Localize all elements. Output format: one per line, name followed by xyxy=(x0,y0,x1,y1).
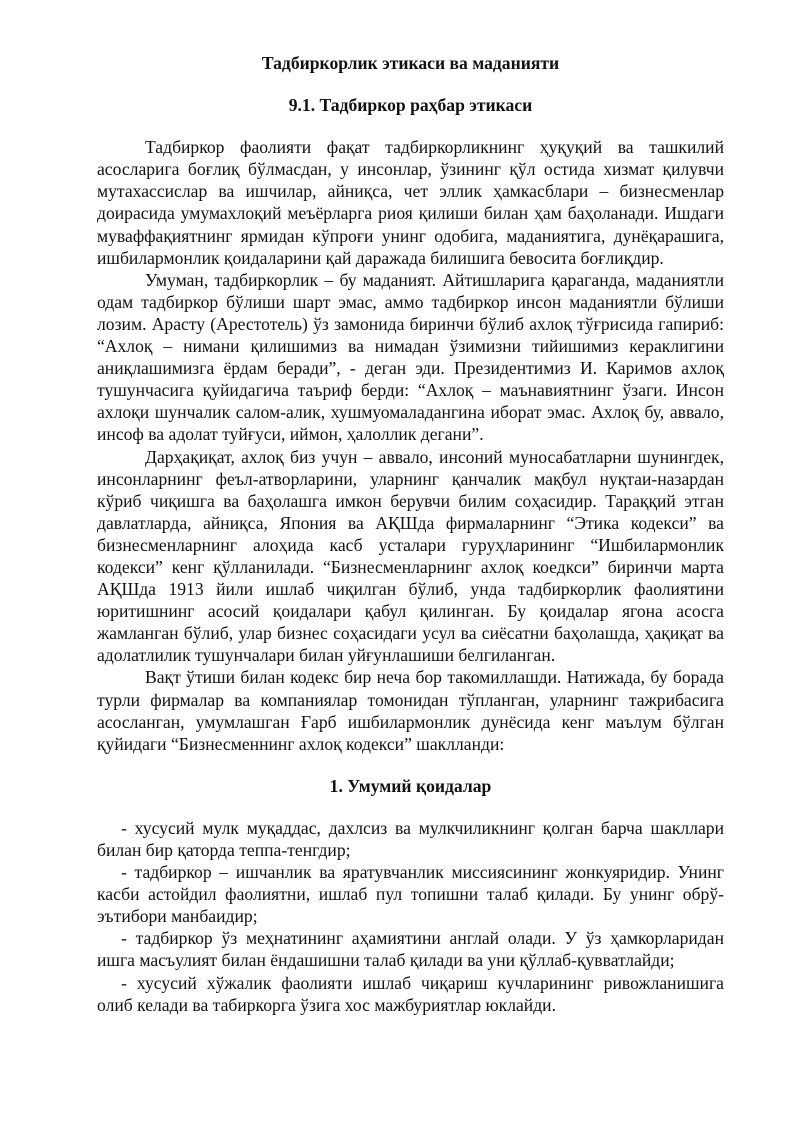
list-item: - хусусий мулк муқаддас, дахлсиз ва мулкчиликнинг қолган барча шакллари билан бир қаторда теппа-тенгдир; xyxy=(97,817,724,860)
document-title: Тадбиркорлик этикаси ва маданияти xyxy=(261,53,560,73)
list-item: - тадбиркор ўз меҳнатининг аҳамиятини англай олади. У ўз ҳамкорларидан ишга масъулият билан ёндашишни талаб қилади ва уни қўллаб-қувватлайди; xyxy=(97,928,724,971)
paragraph-2: Умуман, тадбиркорлик – бу маданият. Айтишларига қараганда, маданиятли одам тадбиркор бўлиши шарт эмас, аммо тадбиркор инсон маданиятли бўлиши лозим. Арасту (Арестотель) ўз замонида биринчи бўлиб ахлоқ тўғрисида гапириб: “Ахлоқ – нимани қилишимиз ва нимадан ўзимизни тийишимиз кераклигини аниқлашимизга ёрдам беради”, - деган эди. Президентимиз И. Каримов ахлоқ тушунчасига қуйидагича таъриф берди: “Ахлоқ – маънавиятнинг ўзаги. Инсон ахлоқи шунчалик салом-алик, хушмуомаладангина иборат эмас. Ахлоқ бу, аввало, инсоф ва адолат туйғуси, иймон, ҳалоллик дегани”. xyxy=(97,269,724,445)
list-item: - тадбиркор – ишчанлик ва яратувчанлик миссиясининг жонкуяридир. Унинг касби астойдил фаолиятни, ишлаб пул топишни талаб қилади. Бу унинг обрў-эътибори манбаидир; xyxy=(97,862,724,927)
paragraph-3: Дарҳақиқат, ахлоқ биз учун – аввало, инсоний муносабатларни шунингдек, инсонларнинг феъл-атворларини, уларнинг қанчалик мақбул нуқтаи-назардан кўриб чиқишга ва баҳолашга имкон берувчи билим соҳасидир. Тараққий этган давлатларда, айниқса, Япония ва АҚШда фирмаларнинг “Этика кодекси” ва бизнесменларнинг алоҳида касб усталари гуруҳларининг “Ишбилармонлик кодекси” кенг қўлланилади. “Бизнесменларнинг ахлоқ коедкси” биринчи марта АҚШда 1913 йили ишлаб чиқилган бўлиб, унда тадбиркорлик фаолиятини юритишнинг асосий қоидалари қабул қилинган. Бу қоидалар ягона асосга жамланган бўлиб, улар бизнес соҳасидаги усул ва сиёсатни баҳолашда, ҳақиқат ва адолатлилик тушунчалари билан уйғунлашиши белгиланган. xyxy=(97,446,724,666)
document-page xyxy=(97,52,724,1016)
paragraph-1: Тадбиркор фаолияти фақат тадбиркорликнинг ҳуқуқий ва ташкилий асосларига боғлиқ бўлмасдан, у инсонлар, ўзининг қўл остида хизмат қилувчи мутахассислар ва ишчилар, айниқса, чет эллик ҳамкасблари – бизнесменлар доирасида умумахлоқий меъёрларга риоя қилиши билан ҳам баҳоланади. Ишдаги муваффақиятнинг ярмидан кўпроғи унинг одобига, маданиятига, дунёқарашига, ишбилармонлик қоидаларини қай даражада билишига бевосита боғлиқдир. xyxy=(97,137,724,268)
list-item: - хусусий хўжалик фаолияти ишлаб чиқариш кучларининг ривожланишига олиб келади ва табиркорга ўзига хос мажбуриятлар юклайди. xyxy=(97,972,724,1015)
subsection-heading: 1. Умумий қоидалар xyxy=(329,775,492,796)
section-heading: 9.1. Тадбиркор раҳбар этикаси xyxy=(288,95,533,116)
paragraph-4: Вақт ўтиши билан кодекс бир неча бор такомиллашди. Натижада, бу борада турли фирмалар ва компаниялар томонидан тўпланган, уларнинг тажрибасига асосланган, умумлашган Ғарб ишбилармонлик дунёсида кенг маълум бўлган қуйидаги “Бизнесменнинг ахлоқ кодекси” шаклланди: xyxy=(97,667,724,754)
